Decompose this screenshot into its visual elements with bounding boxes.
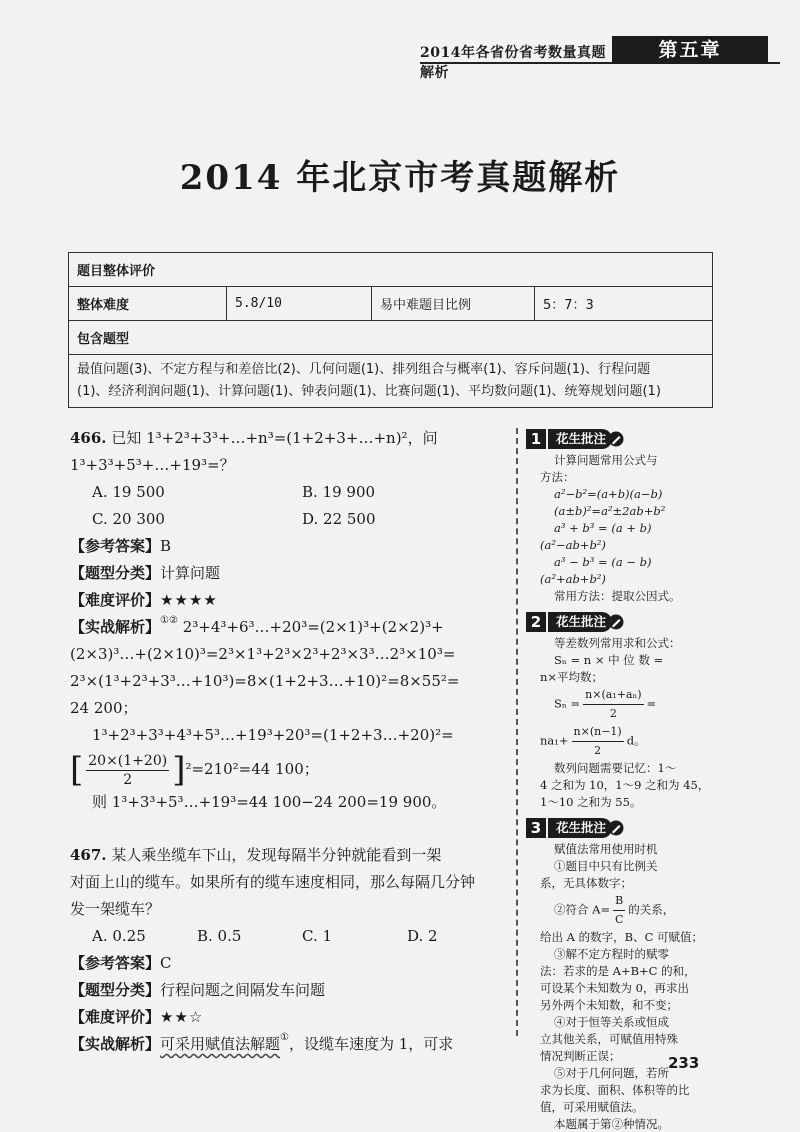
note-3-line: 本题属于第②种情况。 xyxy=(554,1117,669,1131)
q466-type-value: 计算问题 xyxy=(160,564,221,582)
q466-fraction-denominator: 2 xyxy=(123,771,133,788)
page-number: 233 xyxy=(668,1054,700,1072)
overview-table xyxy=(68,252,713,408)
main-column xyxy=(70,425,510,1058)
column-divider xyxy=(516,428,518,1036)
note-3-ratio-numerator: B xyxy=(613,892,625,911)
note-3-ratio-prefix: ②符合 A= xyxy=(554,902,611,917)
note-2-d-fraction xyxy=(572,723,624,760)
note-3-line: 赋值法常用使用时机 xyxy=(554,842,658,856)
note-3-ratio-fraction xyxy=(613,892,625,929)
q467-type-value: 行程问题之间隔发车问题 xyxy=(160,981,326,999)
note-2-number: 2 xyxy=(526,612,546,632)
q467-option-d: D. 2 xyxy=(407,927,438,945)
types-list xyxy=(69,355,713,408)
note-1-line: 计算问题常用公式与 xyxy=(554,453,658,467)
q466-type-label: 【题型分类】 xyxy=(70,564,161,582)
q467-option-b: B. 0.5 xyxy=(197,927,242,945)
q466-rating-stars: ★★★★ xyxy=(160,591,218,609)
q467-stem-line-2: 对面上山的缆车。如果所有的缆车速度相同，那么每隔几分钟 xyxy=(70,873,476,891)
note-2-line: n×平均数； xyxy=(540,670,604,684)
note-1-line: 方法： xyxy=(540,470,575,484)
note-2-line: 1～10 之和为 55。 xyxy=(540,795,642,809)
q466-stem-line-2: 1³+3³+5³+…+19³=？ xyxy=(70,456,235,474)
q466-option-a: A. 19 500 xyxy=(92,483,165,501)
q467-stem-line-1 xyxy=(70,842,510,869)
q466-option-d: D. 22 500 xyxy=(302,510,376,528)
q466-solution-text-6: ²=210²=44 100； xyxy=(185,760,319,778)
note-2-sum-suffix: = xyxy=(646,696,657,711)
q466-fraction-numerator: 20×(1+20) xyxy=(88,752,168,769)
open-bracket: [ xyxy=(70,750,84,790)
q466-number: 466. xyxy=(70,429,107,447)
note-3-line: ⑤对于几何问题，若所 xyxy=(554,1066,669,1080)
q466-solution-line-3: 2³×(1³+2³+3³…+10³)=8×(1+2+3…+10)²=8×55²= xyxy=(70,672,460,690)
q466-solution-line-4: 24 200； xyxy=(70,699,138,717)
note-2-d-numerator: n×(n−1) xyxy=(572,723,624,742)
q466-options-row-2 xyxy=(70,506,510,533)
note-3-line: 给出 A 的数字，B、C 可赋值； xyxy=(540,930,704,944)
q466-fraction xyxy=(86,752,169,789)
q466-rating xyxy=(70,587,510,614)
note-3-line: 系，无具体数字； xyxy=(540,876,632,890)
q466-option-c: C. 20 300 xyxy=(92,510,165,528)
q466-type xyxy=(70,560,510,587)
q466-solution-line-7: 则 1³+3³+5³…+19³=44 100−24 200=19 900。 xyxy=(92,793,447,811)
note-2-sum-fraction xyxy=(583,686,643,723)
note-3-line: 立其他关系，可赋值用特殊 xyxy=(540,1032,678,1046)
chapter-badge: 第五章 xyxy=(612,36,768,64)
running-header xyxy=(420,36,780,81)
note-2-d-suffix: d。 xyxy=(626,733,646,748)
note-2-line: 等差数列常用求和公式： xyxy=(554,636,681,650)
note-1-line: 常用方法：提取公因式。 xyxy=(554,589,681,603)
overview-section-label: 题目整体评价 xyxy=(69,253,713,287)
q467-analysis-label: 【实战解析】 xyxy=(70,1035,161,1053)
types-label: 包含题型 xyxy=(69,321,713,355)
pen-icon xyxy=(608,820,624,836)
note-3-line: ①题目中只有比例关 xyxy=(554,859,658,873)
q467-answer xyxy=(70,950,510,977)
q466-rating-label: 【难度评价】 xyxy=(70,591,161,609)
note-3-line: 求为长度、面积、体积等的比 xyxy=(540,1083,690,1097)
note-3-line: 情况判断正误； xyxy=(540,1049,621,1063)
note-3-line: 可设某个未知数为 0，再求出 xyxy=(540,981,689,995)
note-1-line: (a²+ab+b²) xyxy=(540,572,606,586)
note-3-line: ③解不定方程时的赋零 xyxy=(554,947,669,961)
q466-solution-line-6 xyxy=(70,749,510,789)
page-title: 2014 年北京市考真题解析 xyxy=(179,158,621,198)
ratio-value: 5：7：3 xyxy=(535,287,713,321)
note-1-number: 1 xyxy=(526,429,546,449)
note-1-line: a³ + b³ = (a + b) xyxy=(554,521,652,535)
types-line-2: (1)、经济利润问题(1)、计算问题(1)、钟表问题(1)、比赛问题(1)、平均数问题(1)、统筹规划问题(1) xyxy=(77,384,661,399)
q467-stem-text-1: 某人乘坐缆车下山，发现每隔半分钟就能看到一架 xyxy=(111,846,442,864)
note-2-line: 数列问题需要记忆：1～ xyxy=(554,761,677,775)
q466-analysis-label: 【实战解析】 xyxy=(70,618,161,636)
close-bracket: ] xyxy=(172,750,186,790)
note-2-line: Sₙ = n × 中 位 数 = xyxy=(554,653,664,667)
note-1-header xyxy=(526,428,716,450)
q467-analysis-line-1 xyxy=(70,1031,510,1058)
note-3-line: 值，可采用赋值法。 xyxy=(540,1100,644,1114)
q467-note-mark: ① xyxy=(280,1032,289,1043)
note-1-line: (a²−ab+b²) xyxy=(540,538,606,552)
note-3-body xyxy=(526,841,716,1132)
note-1-line: a³ − b³ = (a − b) xyxy=(554,555,652,569)
q467-answer-label: 【参考答案】 xyxy=(70,954,161,972)
q467-rating xyxy=(70,1004,510,1031)
pen-icon xyxy=(608,614,624,630)
q466-stem-text-1: 已知 1³+2³+3³+…+n³=(1+2+3+…+n)²，问 xyxy=(111,429,438,447)
q467-rating-stars: ★★☆ xyxy=(160,1008,204,1026)
q466-solution-text-1: 2³+4³+6³…+20³=(2×1)³+(2×2)³+ xyxy=(182,618,444,636)
note-3-ratio-suffix: 的关系， xyxy=(628,902,675,917)
q467-type xyxy=(70,977,510,1004)
q467-answer-value: C xyxy=(160,954,172,972)
note-2-line-sum-formula xyxy=(540,686,716,723)
q467-type-label: 【题型分类】 xyxy=(70,981,161,999)
note-2-sum-numerator: n×(a₁+aₙ) xyxy=(583,686,643,705)
difficulty-label: 整体难度 xyxy=(69,287,227,321)
note-2-sum-prefix: Sₙ = xyxy=(554,696,581,711)
q467-analysis-highlight: 可采用赋值法解题 xyxy=(160,1035,281,1053)
note-3-line: 另外两个未知数，和不变； xyxy=(540,998,678,1012)
note-1-line: (a±b)²=a²±2ab+b² xyxy=(554,504,666,518)
q467-rating-label: 【难度评价】 xyxy=(70,1008,161,1026)
note-3-label: 花生批注 xyxy=(548,818,612,838)
types-line-1: 最值问题(3)、不定方程与和差倍比(2)、几何问题(1)、排列组合与概率(1)、容斥问题(1)、行程问题 xyxy=(77,362,651,377)
note-3-line: 法：若求的是 A+B+C 的和， xyxy=(540,964,696,978)
note-2-header xyxy=(526,611,716,633)
note-2-d-prefix: na₁+ xyxy=(540,733,569,748)
q467-options-row xyxy=(70,923,510,950)
q466-solution-line-2: (2×3)³…+(2×10)³=2³×1³+2³×2³+2³×3³…2³×10³= xyxy=(70,645,456,663)
book-title: 2014年各省份省考数量真题解析 xyxy=(420,45,606,81)
q466-answer-value: B xyxy=(160,537,172,555)
q466-answer-label: 【参考答案】 xyxy=(70,537,161,555)
q467-stem-line-3: 发一架缆车？ xyxy=(70,900,161,918)
note-3-number: 3 xyxy=(526,818,546,838)
q467-analysis-tail: ，设缆车速度为 1，可求 xyxy=(289,1035,454,1053)
note-2-label: 花生批注 xyxy=(548,612,612,632)
side-notes xyxy=(526,428,716,1132)
difficulty-value: 5.8/10 xyxy=(227,287,372,321)
question-gap xyxy=(70,816,510,842)
q466-stem-line-1 xyxy=(70,425,510,452)
q467-number: 467. xyxy=(70,846,107,864)
q466-solution-line-5: 1³+2³+3³+4³+5³…+19³+20³=(1+2+3…+20)²= xyxy=(92,726,454,744)
q466-note-marks: ①② xyxy=(160,615,178,626)
q467-option-c: C. 1 xyxy=(302,927,333,945)
note-2-line-d-formula xyxy=(540,723,716,760)
note-3-line-ratio xyxy=(540,892,716,929)
pen-icon xyxy=(608,431,624,447)
note-1-line: a²−b²=(a+b)(a−b) xyxy=(554,487,663,501)
q466-options-row-1 xyxy=(70,479,510,506)
note-1-label: 花生批注 xyxy=(548,429,612,449)
q466-analysis-line-1 xyxy=(70,614,510,641)
q466-option-b: B. 19 900 xyxy=(302,483,376,501)
note-2-line: 4 之和为 10，1～9 之和为 45， xyxy=(540,778,710,792)
q466-answer xyxy=(70,533,510,560)
ratio-label: 易中难题目比例 xyxy=(372,287,535,321)
note-3-ratio-denominator: C xyxy=(614,913,624,926)
note-2-d-denominator: 2 xyxy=(594,744,602,757)
note-2-sum-denominator: 2 xyxy=(609,707,617,720)
note-3-header xyxy=(526,817,716,839)
note-3-line: ④对于恒等关系或恒成 xyxy=(554,1015,669,1029)
q467-option-a: A. 0.25 xyxy=(92,927,146,945)
note-2-body xyxy=(526,635,716,811)
note-1-body xyxy=(526,452,716,605)
